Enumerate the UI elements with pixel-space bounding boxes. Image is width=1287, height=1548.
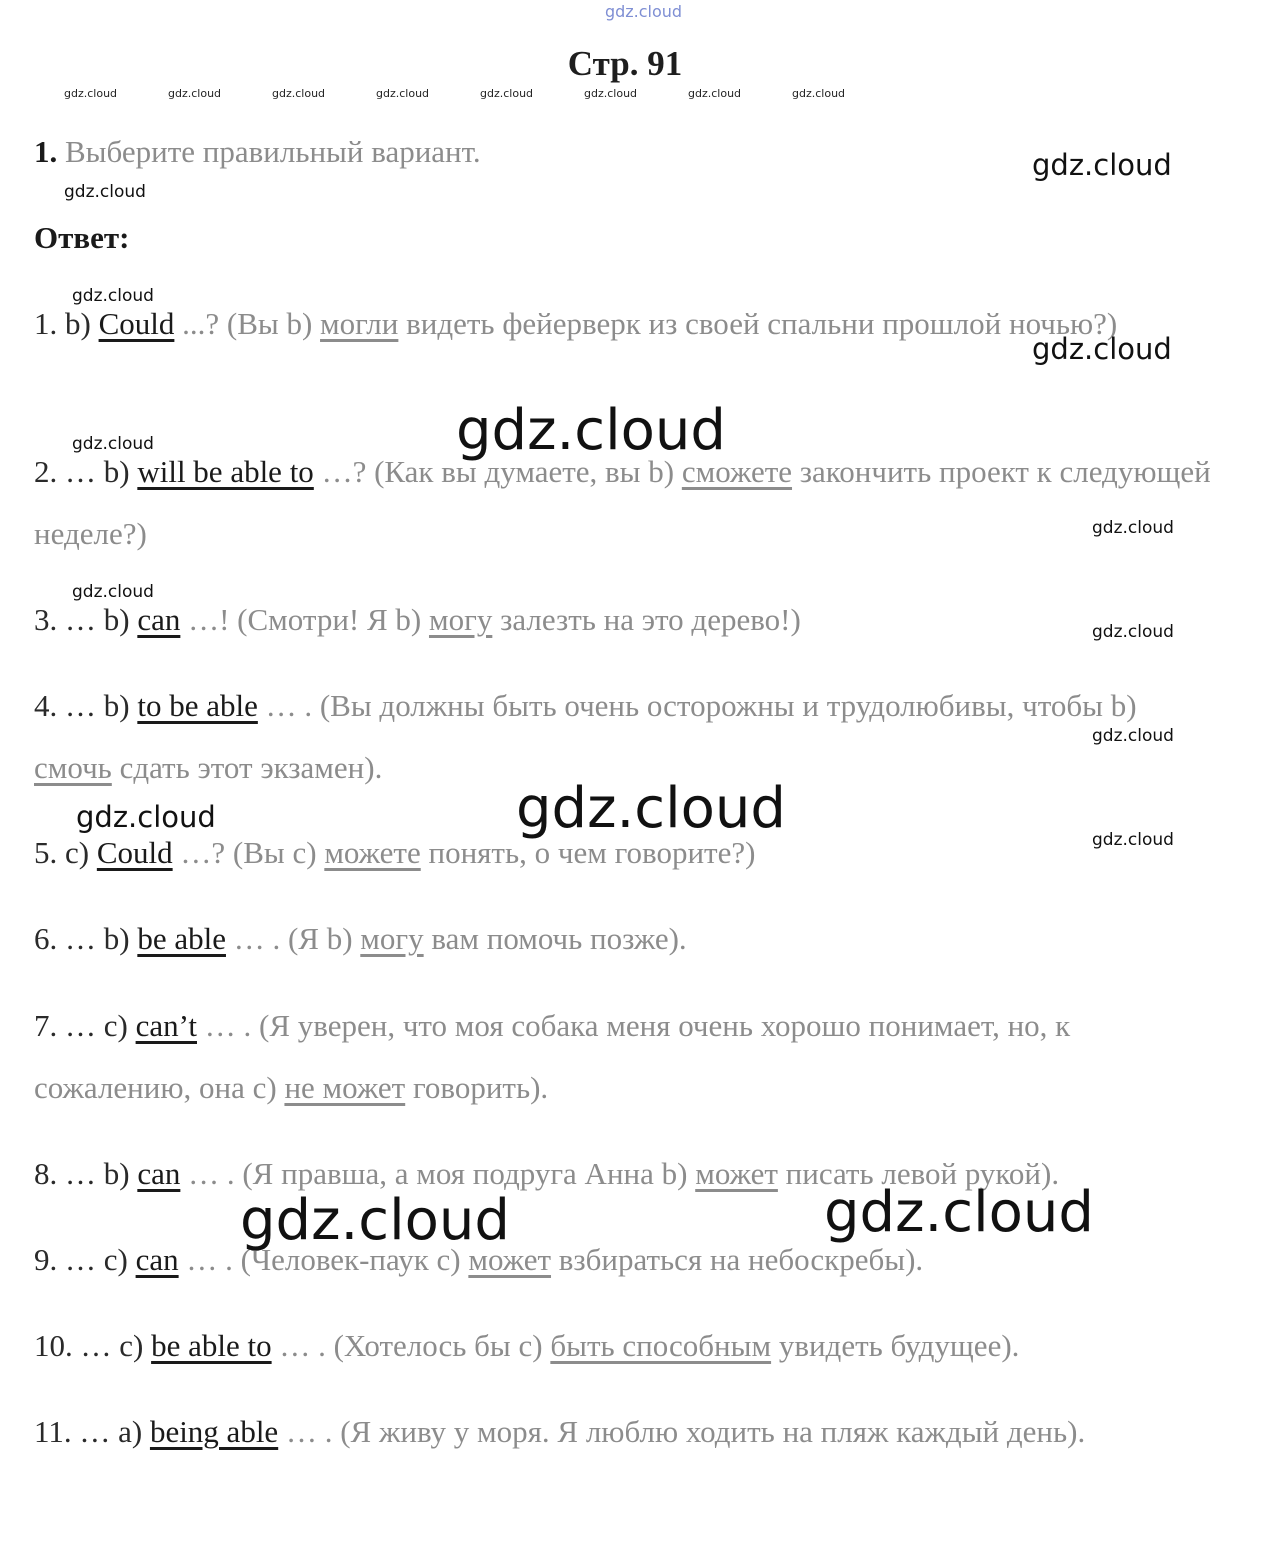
item-answer: can — [137, 1156, 181, 1191]
item-lead: 1. b) — [34, 306, 99, 341]
watermark-small: gdz.cloud — [688, 87, 742, 100]
watermark-small: gdz.cloud — [584, 87, 638, 100]
item-translation-text: …! (Смотри! Я b) — [180, 602, 429, 637]
item-lead: 6. … b) — [34, 921, 138, 956]
task-number: 1. — [34, 134, 58, 169]
task-statement — [34, 134, 481, 170]
item-translation-text: … . (Я уверен, что моя собака меня очень хорошо понимает, но, к сожалению, она c) — [34, 1008, 1071, 1105]
item-translation-rest: говорить). — [405, 1070, 549, 1105]
watermark-small: gdz.cloud — [272, 87, 326, 100]
item-answer: Could — [98, 306, 175, 341]
answer-label: Ответ: — [34, 220, 130, 255]
page-title: Стр. 91 — [567, 44, 683, 83]
item-translation-key: смочь — [34, 750, 112, 785]
watermark: gdz.cloud — [72, 582, 154, 602]
item-lead: 5. c) — [34, 835, 97, 870]
item-translation-key: быть способным — [550, 1328, 772, 1363]
item-lead: 11. … a) — [34, 1414, 150, 1449]
watermark-small: gdz.cloud — [792, 87, 846, 100]
answer-item-7 — [34, 995, 1219, 1119]
watermark: gdz.cloud — [456, 398, 726, 463]
item-translation-text: …? (Вы c) — [172, 835, 325, 870]
item-translation-rest: писать левой рукой). — [777, 1156, 1060, 1191]
watermark-small: gdz.cloud — [376, 87, 430, 100]
watermark: gdz.cloud — [1092, 518, 1174, 538]
item-translation-text: … . (Вы должны быть очень осторожны и трудолюбивы, чтобы b) — [257, 688, 1137, 723]
item-translation-key: могли — [320, 306, 399, 341]
watermark: gdz.cloud — [1092, 622, 1174, 642]
item-answer: to be able — [137, 688, 258, 723]
item-lead: 8. … b) — [34, 1156, 138, 1191]
item-answer: Could — [96, 835, 173, 870]
item-translation-text: … . (Человек-паук c) — [178, 1242, 469, 1277]
item-answer: being able — [149, 1414, 279, 1449]
item-lead: 9. … c) — [34, 1242, 136, 1277]
watermark-row — [64, 87, 904, 103]
item-answer: can’t — [135, 1008, 197, 1043]
watermark: gdz.cloud — [1032, 332, 1172, 366]
task-text: Выберите правильный вариант. — [65, 134, 481, 169]
watermark: gdz.cloud — [824, 1180, 1094, 1245]
item-translation-text: … . (Хотелось бы c) — [271, 1328, 551, 1363]
item-answer: be able to — [151, 1328, 272, 1363]
item-translation-text: … . (Я правша, а моя подруга Анна b) — [180, 1156, 696, 1191]
watermark-small: gdz.cloud — [64, 87, 118, 100]
item-translation-rest: понять, о чем говорите?) — [420, 835, 756, 870]
item-translation-key: можете — [324, 835, 421, 870]
item-translation-rest: вам помочь позже). — [423, 921, 687, 956]
watermark: gdz.cloud — [76, 800, 216, 834]
watermark-small: gdz.cloud — [480, 87, 534, 100]
watermark: gdz.cloud — [1092, 726, 1174, 746]
item-lead: 4. … b) — [34, 688, 138, 723]
item-translation-text: ...? (Вы b) — [174, 306, 321, 341]
watermark-small: gdz.cloud — [168, 87, 222, 100]
watermark: gdz.cloud — [1092, 830, 1174, 850]
item-translation-key: может — [468, 1242, 552, 1277]
watermark: gdz.cloud — [240, 1188, 510, 1253]
item-lead: 7. … c) — [34, 1008, 136, 1043]
item-lead: 3. … b) — [34, 602, 138, 637]
item-translation-key: может — [695, 1156, 778, 1191]
watermark: gdz.cloud — [1032, 148, 1172, 182]
item-answer: will be able to — [137, 454, 314, 489]
watermark: gdz.cloud — [72, 434, 154, 454]
answer-item-10 — [34, 1315, 1219, 1377]
watermark: gdz.cloud — [516, 776, 786, 841]
watermark-top: gdz.cloud — [604, 2, 683, 21]
answer-item-11 — [34, 1401, 1219, 1463]
item-answer: be able — [137, 921, 226, 956]
item-translation-key: сможете — [681, 454, 793, 489]
item-translation-rest: сдать этот экзамен). — [111, 750, 383, 785]
item-translation-key: могу — [428, 602, 493, 637]
answer-item-3 — [34, 589, 1219, 651]
item-translation-key: могу — [360, 921, 424, 956]
item-translation-rest: увидеть будущее). — [771, 1328, 1020, 1363]
item-answer: can — [137, 602, 181, 637]
item-translation-key: не может — [284, 1070, 406, 1105]
item-translation-rest: взбираться на небоскребы). — [551, 1242, 924, 1277]
answer-item-6 — [34, 908, 1219, 970]
item-lead: 10. … c) — [34, 1328, 152, 1363]
watermark: gdz.cloud — [64, 182, 146, 202]
item-lead: 2. … b) — [34, 454, 138, 489]
item-translation-text: …? (Как вы думаете, вы b) — [313, 454, 682, 489]
item-translation-text: … . (Я живу у моря. Я люблю ходить на пляж каждый день). — [278, 1414, 1086, 1449]
item-translation-rest: закончить проект к следующей неделе?) — [34, 454, 1211, 551]
item-answer: can — [135, 1242, 179, 1277]
item-translation-rest: залезть на это дерево!) — [492, 602, 801, 637]
watermark: gdz.cloud — [72, 286, 154, 306]
item-translation-text: … . (Я b) — [225, 921, 361, 956]
item-translation-rest: видеть фейерверк из своей спальни прошлой ночью?) — [398, 306, 1118, 341]
